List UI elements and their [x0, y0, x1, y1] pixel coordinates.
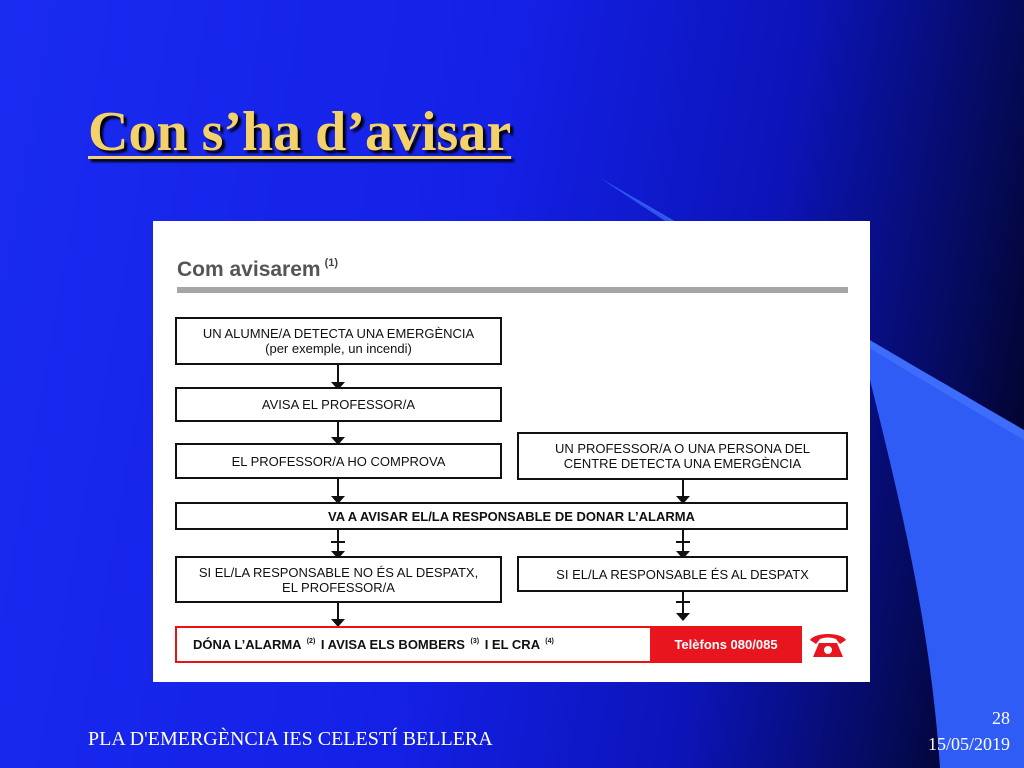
- box-staff-detects: [517, 432, 848, 480]
- tick-2: [676, 541, 690, 543]
- heading-rule: [177, 287, 848, 293]
- box-student-detects-line1: UN ALUMNE/A DETECTA UNA EMERGÈNCIA: [202, 326, 475, 341]
- flowchart-heading: Com avisarem $^{(1)}$: [177, 257, 339, 281]
- note-2: (2): [306, 638, 316, 645]
- footer-text: PLA D'EMERGÈNCIA IES CELESTÍ BELLERA: [88, 728, 493, 750]
- page-number: 28: [992, 708, 1010, 728]
- phone-numbers: Telèfons 080/085: [650, 628, 802, 661]
- tick-3: [676, 601, 690, 603]
- arrow-3: [337, 479, 339, 497]
- final-alarm-text: DÓNA L’ALARMA $^{(2)}$ I AVISA ELS BOMBERS $^{(3)}$ I EL CRA $^{(4)}$: [193, 637, 554, 652]
- arrow-7: [337, 603, 339, 620]
- box-in-office-label: SI EL/LA RESPONSABLE ÉS AL DESPATX: [556, 566, 809, 582]
- heading-note: (1): [324, 257, 339, 269]
- box-staff-detects-line1: UN PROFESSOR/A O UNA PERSONA DEL: [554, 441, 810, 456]
- box-student-detects-line2: (per exemple, un incendi): [265, 341, 412, 356]
- tick-1: [331, 541, 345, 543]
- box-notify-teacher-label: AVISA EL PROFESSOR/A: [261, 397, 416, 412]
- box-go-notify-label: VA A AVISAR EL/LA RESPONSABLE DE DONAR L’ALARMA: [328, 508, 695, 524]
- box-staff-detects-line2: CENTRE DETECTA UNA EMERGÈNCIA: [563, 456, 802, 471]
- arrow-8: [682, 592, 684, 614]
- note-4: (4): [545, 638, 554, 645]
- slide-title: Con s’ha d’avisar: [88, 101, 512, 163]
- telephone-icon: [807, 630, 849, 665]
- arrow-2: [337, 422, 339, 438]
- flowchart-panel: [153, 221, 870, 682]
- note-3: (3): [470, 638, 480, 645]
- box-teacher-checks-label: EL PROFESSOR/A HO COMPROVA: [231, 453, 446, 469]
- arrow-1: [337, 365, 339, 383]
- box-teacher-checks: [175, 443, 502, 479]
- box-go-notify-responsible: [175, 502, 848, 530]
- box-final-alarm: [175, 626, 802, 663]
- box-not-in-office: [175, 556, 502, 603]
- box-not-in-office-line1: SI EL/LA RESPONSABLE NO ÉS AL DESPATX,: [198, 564, 479, 580]
- box-notify-teacher: [175, 387, 502, 422]
- box-not-in-office-line2: EL PROFESSOR/A: [282, 579, 395, 595]
- box-student-detects: [175, 317, 502, 365]
- arrow-4: [682, 480, 684, 497]
- slide-date: 15/05/2019: [927, 734, 1010, 754]
- box-in-office: [517, 556, 848, 592]
